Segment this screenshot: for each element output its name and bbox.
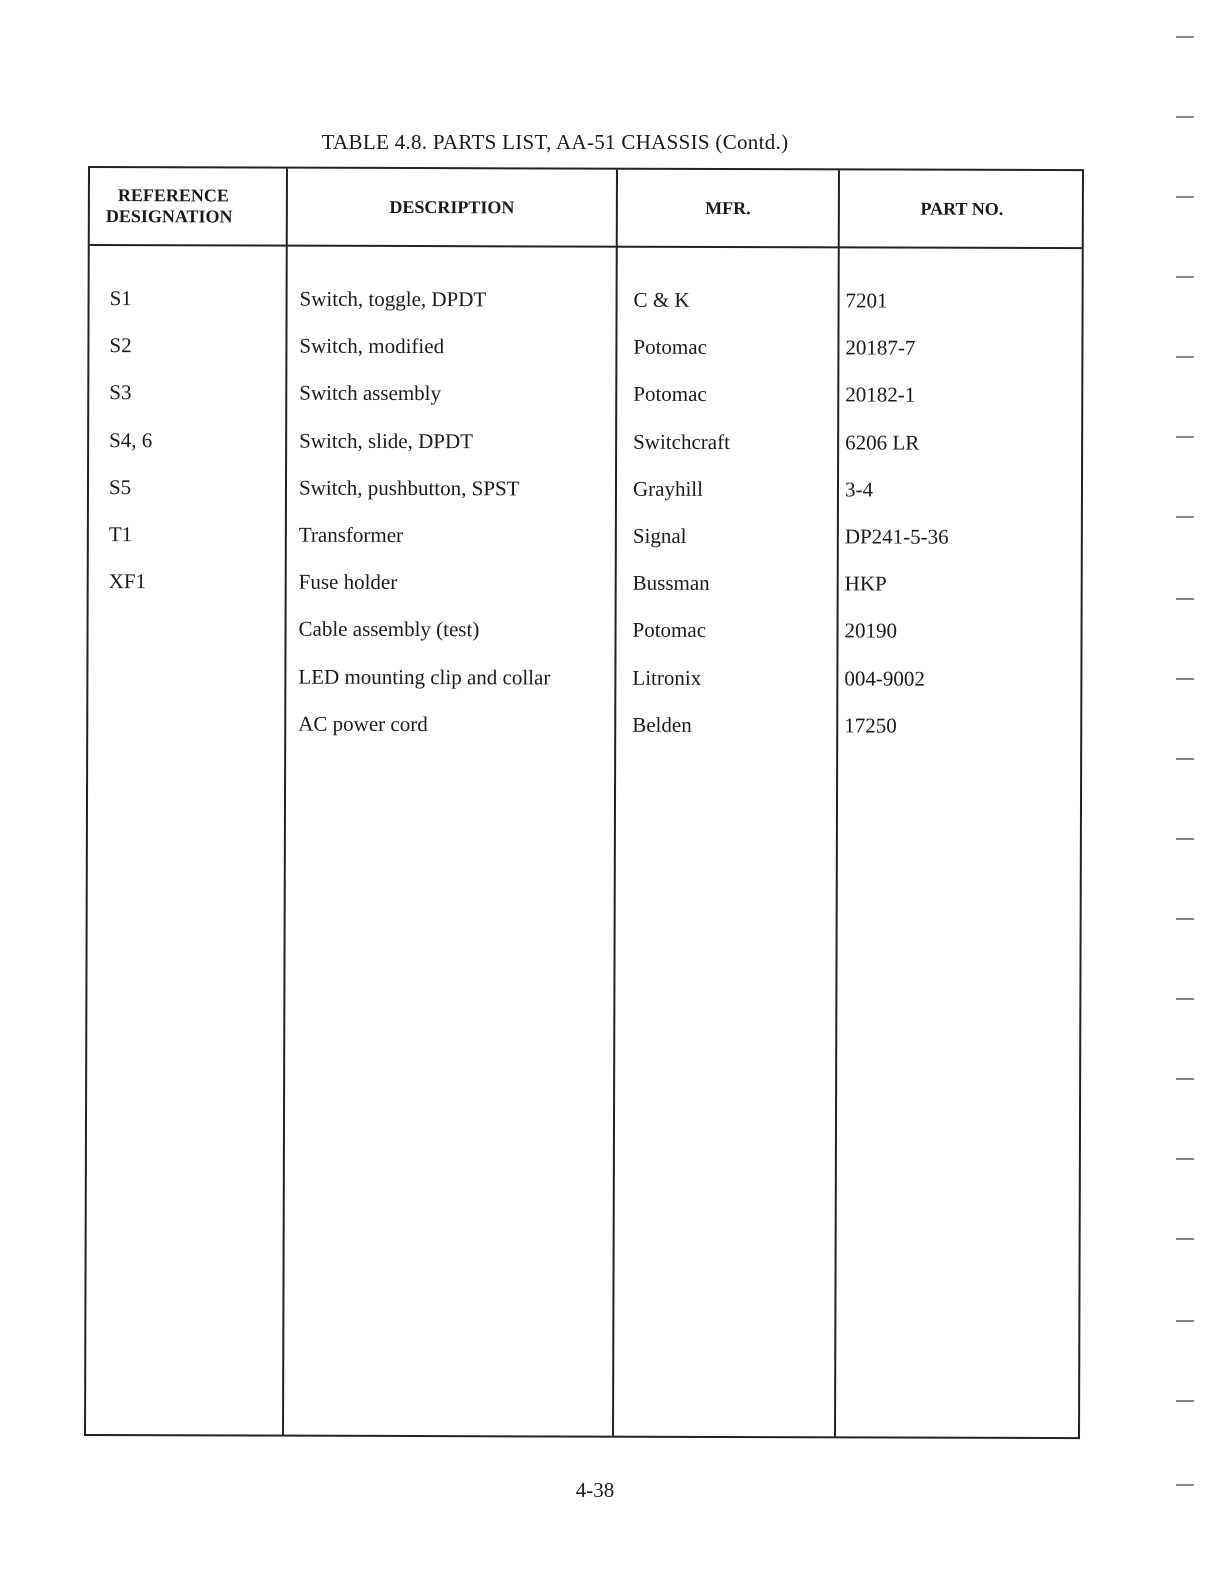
margin-tick	[1176, 1078, 1194, 1080]
cell-description: LED mounting clip and collar	[298, 664, 551, 690]
margin-tick	[1176, 1158, 1194, 1160]
cell-mfr: Bussman	[632, 570, 710, 595]
margin-tick	[1176, 276, 1194, 278]
cell-reference: S2	[109, 333, 132, 358]
margin-tick	[1176, 1320, 1194, 1322]
cell-reference: T1	[108, 522, 133, 547]
cell-part-no: 6206 LR	[845, 430, 920, 455]
header-part-no: PART NO.	[920, 198, 1004, 219]
margin-tick	[1176, 758, 1194, 760]
header-mfr: MFR.	[705, 197, 751, 218]
cell-description: Switch assembly	[299, 380, 442, 406]
cell-part-no: 20182-1	[845, 382, 916, 407]
margin-tick	[1176, 1400, 1194, 1402]
table-row	[89, 333, 1081, 382]
margin-tick	[1176, 838, 1194, 840]
cell-description: Switch, slide, DPDT	[299, 428, 474, 454]
table-row	[89, 569, 1081, 618]
margin-tick	[1176, 998, 1194, 1000]
cell-description: Transformer	[298, 522, 404, 547]
cell-mfr: Signal	[632, 523, 687, 548]
cell-mfr: Litronix	[632, 665, 702, 690]
header-ref-line1: REFERENCE	[117, 185, 229, 206]
margin-tick	[1176, 598, 1194, 600]
cell-part-no: 17250	[844, 713, 897, 738]
margin-tick	[1176, 1238, 1194, 1240]
table-row	[89, 522, 1081, 571]
cell-description: Switch, toggle, DPDT	[299, 286, 487, 312]
cell-description: Switch, pushbutton, SPST	[298, 475, 520, 501]
cell-part-no: HKP	[844, 571, 887, 596]
margin-tick	[1176, 1484, 1194, 1486]
table-row	[88, 711, 1080, 760]
cell-description: Switch, modified	[299, 333, 445, 359]
cell-part-no: 20187-7	[845, 335, 916, 360]
cell-part-no: 004-9002	[844, 666, 925, 691]
cell-mfr: Potomac	[633, 334, 707, 359]
table-row	[89, 286, 1081, 335]
cell-reference: S5	[108, 475, 132, 500]
parts-table	[84, 166, 1084, 1439]
cell-description: Cable assembly (test)	[298, 616, 480, 642]
page-title: TABLE 4.8. PARTS LIST, AA-51 CHASSIS (Contd.)	[321, 130, 789, 154]
cell-part-no: 20190	[844, 618, 898, 643]
margin-tick	[1176, 678, 1194, 680]
cell-part-no: 3-4	[844, 477, 874, 502]
margin-tick	[1176, 116, 1194, 118]
margin-tick	[1176, 436, 1194, 438]
table-row	[89, 475, 1081, 524]
cell-part-no: DP241-5-36	[844, 524, 949, 549]
cell-reference: XF1	[108, 569, 147, 594]
cell-mfr: Potomac	[633, 381, 707, 406]
cell-description: AC power cord	[298, 711, 428, 737]
table-row	[89, 428, 1081, 477]
table-row	[88, 616, 1080, 665]
margin-tick	[1176, 918, 1194, 920]
cell-mfr: Grayhill	[632, 476, 704, 501]
cell-mfr: Switchcraft	[633, 429, 730, 455]
margin-tick	[1176, 196, 1194, 198]
cell-mfr: Belden	[632, 712, 692, 737]
cell-description: Fuse holder	[298, 569, 398, 594]
cell-reference: S3	[109, 380, 132, 405]
header-reference-designation	[90, 168, 302, 245]
margin-tick	[1176, 516, 1194, 518]
table-row	[89, 380, 1081, 429]
cell-mfr: Potomac	[632, 617, 707, 642]
margin-tick	[1176, 36, 1194, 38]
table-row	[88, 664, 1080, 713]
cell-reference: S4, 6	[109, 428, 153, 453]
cell-mfr: C & K	[633, 287, 690, 312]
header-ref-line2: DESIGNATION	[105, 206, 233, 227]
cell-reference: S1	[109, 286, 132, 311]
margin-tick	[1176, 356, 1194, 358]
cell-part-no: 7201	[845, 288, 888, 313]
header-description: DESCRIPTION	[389, 196, 515, 217]
page-number: 4-38	[575, 1478, 615, 1502]
